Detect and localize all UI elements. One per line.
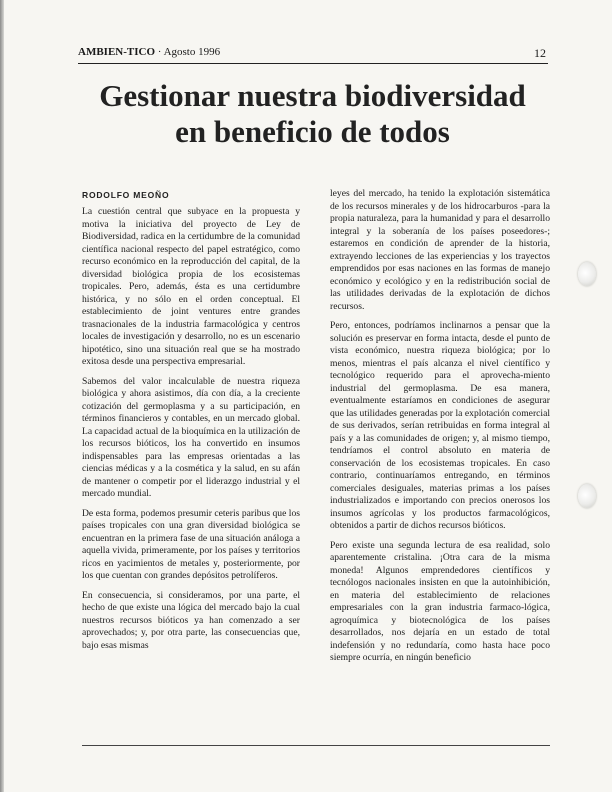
paragraph: En consecuencia, si consideramos, por una parte, el hecho de que existe una lógica del mercado bajo la cual nuestros recursos bióticos ya han comenzado a ser aprovechados; y, por otra parte, las consecuencias que, bajo esas mismas	[82, 589, 300, 651]
title-line-2: en beneficio de todos	[175, 114, 450, 149]
paragraph: Pero existe una segunda lectura de esa realidad, solo aparentemente cristalina. ¡Otra cara de la misma moneda! Algunos emprendedores científicos y tecnólogos nacionales insisten en que la autoinhibición, en materia del establecimiento de relaciones empresariales con la gran industria farmaco-lógica, agroquímica y biotecnológica de los países desarrollados, nos dejaría en un estado de total indefensión y no redundaría, como hasta hace poco siempre ocurría, en ningún beneficio	[330, 539, 550, 663]
paragraph: La cuestión central que subyace en la propuesta y motiva la iniciativa del proyecto de Ley de Biodiversidad, radica en la certidumbre de la comunidad científica nacional respecto del papel estratégico, como recurso económico en la reproducción del capital, de la diversidad biológica propia de los ecosistemas tropicales. Pero, además, ésta es una certidumbre histórica, y no sólo en el orden conceptual. El establecimiento de joint ventures entre grandes trasnacionales de la industria farmacológica y centros locales de investigación y desarrollo, no es un escenario hipotético, sino una situación real que se ha mostrado exitosa desde una perspectiva empresarial.	[82, 206, 300, 367]
paragraph: De esta forma, podemos presumir ceteris paribus que los países tropicales con una gran diversidad biológica se encuentran en la primera fase de una situación análoga a aquella vivida, primeramente, por los países y territorios ricos en yacimientos de metales y, posteriormente, por los que cuentan con grandes depósitos petrolíferos.	[82, 507, 300, 581]
paragraph: Pero, entonces, podríamos inclinarnos a pensar que la solución es preservar en forma intacta, desde el punto de vista económico, nuestra riqueza biológica; por lo menos, mientras el país alcanza el nivel científico y tecnológico requerido para el aprovecha-miento industrial del germoplasma. De esa manera, eventualmente estaríamos en condiciones de asegurar que las utilidades generadas por la explotación comercial de sus derivados, serían retribuidas en forma integral al país y a las comunidades de origen; y, al mismo tiempo, tendríamos el control absoluto en materia de conservación de los ecosistemas tropicales. En caso contrario, continuaríamos entregando, en términos comerciales desiguales, materias primas a los países industrializados e importando con precios onerosos los insumos agrícolas y los productos farmacológicos, obtenidos a partir de dichos recursos bióticos.	[330, 320, 550, 531]
paragraph: Sabemos del valor incalculable de nuestra riqueza biológica y ahora asistimos, día con día, a la creciente cotización del germoplasma y a su participación, en términos financieros y contables, en un mercado global. La capacidad actual de la bioquímica en la utilización de los recursos bióticos, los ha convertido en insumos indispensables para las empresas orientadas a las ciencias médicas y a la cosmética y la salud, en su afán de mantener o competir por el liderazgo industrial y el mercado mundial.	[82, 375, 300, 499]
running-header	[78, 46, 546, 62]
punch-hole	[578, 262, 596, 286]
author-byline: RODOLFO MEOÑO	[82, 190, 170, 200]
scan-edge-shadow	[0, 0, 4, 792]
header-rule	[78, 63, 548, 64]
title-line-1: Gestionar nuestra biodiversidad	[99, 78, 526, 113]
publication-name: AMBIEN-TICO	[78, 46, 156, 58]
punch-hole	[578, 484, 596, 508]
right-column	[330, 188, 550, 672]
footer-rule	[82, 745, 550, 746]
left-column	[82, 206, 300, 659]
header-left	[78, 46, 220, 58]
page-number: 12	[534, 46, 546, 60]
paragraph: leyes del mercado, ha tenido la explotación sistemática de los recursos minerales y de los hidrocarburos -para la propia naturaleza, para la humanidad y para el desarrollo integral y la soberanía de los países poseedores-; estaremos en condición de aprender de la historia, extrayendo lecciones de las experiencias y los trayectos emprendidos por esas naciones en las formas de manejo económico y ecológico y en la redistribución social de las utilidades derivadas de la explotación de dichos recursos.	[330, 188, 550, 312]
issue-date: · Agosto 1996	[157, 46, 221, 58]
article-title	[60, 78, 565, 150]
